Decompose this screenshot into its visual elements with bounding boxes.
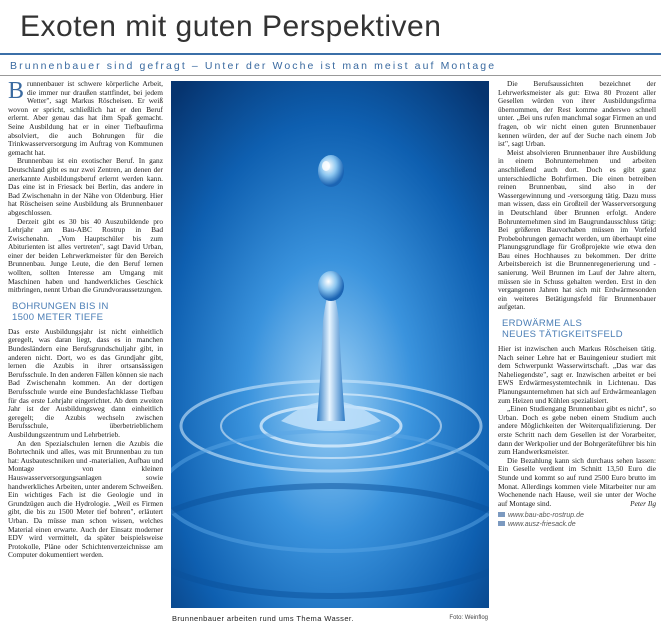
paragraph: An den Spezialschulen lernen die Azubis die Bohrtechnik und alles, was mit Brunnenbau zu tun hat: Ausbauteschniken und -materialien, Aufbau und Montage von kleinen Hauswasserversorgungsanlagen sowie handwerkliches Arbeiten, unter anderem Schweißen. Ein wichtiges Fach ist die Geologie und in Grundzügen auch die Hydrologie. „Weil es Firmen gibt, die bis zu 1500 Meter tief bohren", erläutert Urban. Da müsse man schon wissen, welches Material einen erwarte. Auch der Einsatz moderner EDV wird vermittelt, da später beispielsweise Protokolle, Pläne oder Schichtenverzeichnisse am Computer dokumentiert werden.	[8, 438, 163, 560]
paragraph	[498, 457, 656, 509]
section-heading-line: NEUES TÄTIGKEITSFELD	[502, 329, 623, 341]
drop-cap: B	[8, 80, 25, 104]
article-column-left	[8, 80, 163, 625]
headline: Exoten mit guten Perspektiven	[20, 10, 442, 43]
water-drop-photo	[171, 81, 489, 608]
section-heading-line: ERDWÄRME ALS	[502, 318, 583, 330]
paragraph	[8, 80, 163, 157]
paragraph: Hier ist inzwischen auch Markus Röscheisen tätig. Nach seiner Lehre hat er Bauingenieur studiert mit dem Schwerpunkt Wasserwirtschaft. „Das war das Naheliegendste", sagt er. Inzwischen arbeitet er bei EWS Erdwärmesystemtechnik in Lichtenau. Das Planungsunternehmen hat sich auf Erdwärmeanlagen zum Heizen und Kühlen spezialisiert.	[498, 344, 656, 405]
headline-rule	[0, 53, 661, 55]
author-name: Peter Ilg	[630, 498, 656, 508]
photo-caption	[172, 614, 488, 623]
section-heading-line: 1500 METER TIEFE	[12, 311, 104, 323]
section-heading	[502, 318, 656, 340]
photo-credit: Foto: Weinflog	[449, 615, 488, 621]
subheadline: Brunnenbauer sind gefragt – Unter der Woche ist man meist auf Montage	[10, 60, 497, 72]
web-link[interactable]: www.bau-abc-rostrup.de	[498, 512, 656, 521]
photo-caption-text: Brunnenbauer arbeiten rund ums Thema Wasser.	[172, 614, 354, 623]
paragraph: Das erste Ausbildungsjahr ist nicht einheitlich geregelt, was daran liegt, dass es in manchen Bundesländern eine Berufsgrundschuljahr gibt, in anderen nicht. Dort, wo es das Grundjahr gibt, lernen die Azubis in ihrer ortsansässigen Berufsschule. In den anderen Fällen können sie nach Bad Zwischenahn kommen. An der dortigen Berufsschule wurde eine Bundesfachklasse Tiefbau für das erste Lehrjahr eingerichtet. Ab dem zweiten Jahr ist der Ausbildungsweg dann einheitlich geregelt; die Azubis wechseln zwischen Berufsschule, überbetrieblichem Ausbildungszentrum und Lehrbetrieb.	[8, 326, 163, 439]
paragraph-text: runnenbauer ist schwere körperliche Arbeit, die immer nur draußen stattfindet, bei jedem Wetter", sagt Markus Röscheisen. Er weiß wovon er spricht, schließlich hat er den Beruf erlernt. Aber genau das hat ihm Spaß gemacht. Seine Ausbildung hat er in einer Tiefbaufirma absolviert, die auch Bohrungen für die Trinkwasserversorgung im Auftrag von Kommunen gemacht hat.	[8, 80, 163, 157]
paragraph: „Einen Studiengang Brunnenbau gibt es nicht", so Urban. Doch es gebe neben einem Studium auch andere Möglichkeiten der Weiterqualifizierung. Der erste Schritt nach dem Gesellen ist der Vorarbeiter, dann der Werkpolier und der Bohrgeräteführer bis hin zum Handwerksmeister.	[498, 404, 656, 457]
section-heading-line: BOHRUNGEN BIS IN	[12, 300, 109, 312]
article-column-right	[498, 80, 656, 625]
web-link[interactable]: www.ausz-friesack.de	[498, 521, 656, 530]
paragraph: Meist absolvieren Brunnenbauer ihre Ausbildung in einem Bohrunternehmen und arbeiten anschließend auch dort. Doch es gibt ganz unterschiedliche Bohrfirmen. Die einen betreiben reinen Brunnenbau, sind also in der Wassergewinnung und -versorgung tätig. Dazu muss man wissen, dass ein Großteil der Wasserversorgung in Deutschland über Brunnen erfolgt. Andere Bohrunternehmen sind im Baugrundausschluss tätig: Bei größeren Bauvorhaben müssen im Vorfeld Probebohrungen gemacht werden, um überhaupt eine Planungsgrundlage für Großprojekte wie etwa den Bau eines Hochhauses zu bekommen. Der dritte Arbeitsbereich ist die Brunnenregenerierung und -sanierung. Weil Brunnen im Lauf der Jahre altern, müssen sie in Schuss gehalten werden. Erst in den vergangenen Jahren hat sich mit Erdwärmesonden ein weiteres Betätigungsfeld für Brunnenbauer aufgetan.	[498, 147, 656, 312]
paragraph: Die Berufsaussichten bezeichnet der Lehrwerksmeister als gut: Etwa 80 Prozent aller Gesellen würden von ihrer Ausbildungsfirma übernommen, der Rest komme anderswo schnell unter. „Bei uns rufen manchmal sogar Firmen an und fragen, ob wir nicht einen guten Brunnenbauer kennen würden, der auf der Suche nach einem Job ist", sagt Urban.	[498, 80, 656, 149]
paragraph-text: Die Bezahlung kann sich durchaus sehen lassen: Ein Geselle verdient im Schnitt 13,50 Euro die Stunde und kommt so auf rund 2500 Euro brutto im Monat. Allerdings kommen viele Mitarbeiter nur am Wochenende nach Hause, weil sie unter der Woche auf Montage sind.	[498, 455, 656, 508]
paragraph: Derzeit gibt es 30 bis 40 Auszubildende pro Lehrjahr am Bau-ABC Rostrup in Bad Zwischenahn. „Vom Hauptschüler bis zum Abiturienten ist alles vertreten", sagt David Urban, einer der beiden Lehrwerkmeister für den Bereich Brunnenbau. Junge Leute, die den Beruf lernen wollten, sollten Interesse am Umgang mit Maschinen haben und handwerkliches Geschick mitbringen, nennt Urban die Grundvoraussetzungen.	[8, 216, 163, 295]
section-heading	[12, 301, 163, 323]
subheadline-rule	[0, 75, 661, 76]
web-links	[498, 512, 656, 529]
paragraph: Brunnenbau ist ein exotischer Beruf. In ganz Deutschland gibt es nur zwei Zentren, an denen der anerkannte Ausbildungsberuf erlernt werden kann. Das eine ist in Friesack bei Berlin, das andere in Bad Zwischenahn in der Nähe von Oldenburg. Hier hat Röscheisen seine Ausbildung als Brunnenbauer abgeschlossen.	[8, 156, 163, 217]
